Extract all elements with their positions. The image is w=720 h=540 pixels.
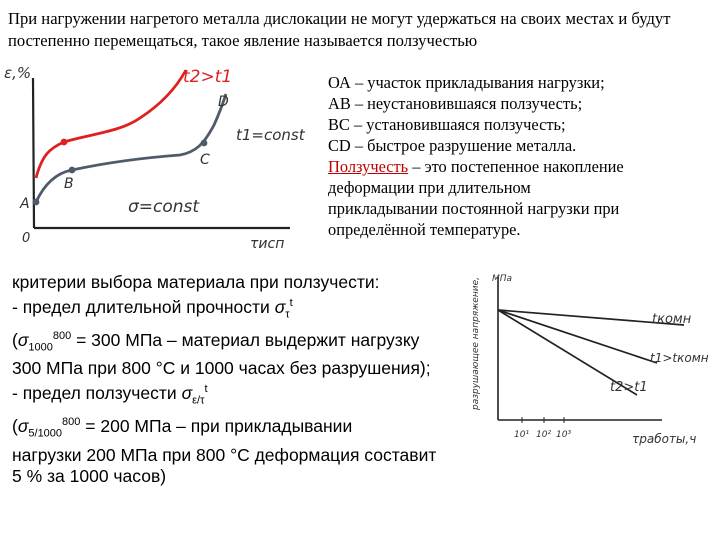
lower-curve-label: t1=const [236,126,305,144]
upper-curve-label: t2>t1 [183,67,233,87]
item1-example-sup: 800 [52,329,72,342]
creep-term: Ползучесть [328,157,409,176]
stress-label: σ=const [128,197,200,217]
definition-ab: АВ – неустановившаяся ползучесть; [328,94,583,113]
point-a-marker [33,199,40,206]
creep-definition-line4: определённой температуре. [328,220,521,239]
strength-y-label: разрушающее напряжение, [471,277,481,410]
strength-x-label: τработы,ч [632,432,697,446]
tick-label-103: 10³ [556,430,572,440]
tick-label-102: 10² [536,430,552,440]
criteria-item2-line3: 5 % за 1000 часов) [12,465,167,486]
item2-example-sub: 5/1000 [28,427,63,440]
item2-symbol: σ [181,383,193,404]
criteria-item2 [12,379,462,412]
label-t2: t2>t1 [610,380,648,395]
item1-sup: t [289,297,293,310]
item1-example-text: = 300 МПа – материал выдержит нагрузку [71,329,420,350]
item1-label: - предел длительной прочности [12,297,275,318]
item1-example-sub: 1000 [28,341,53,354]
point-b-label: B [64,176,74,192]
creep-curve-chart [0,60,325,270]
point-c-marker [201,140,208,147]
strength-chart [462,265,717,465]
item2-example-text: = 200 МПа – при прикладывании [80,415,353,436]
item1-symbol: σ [274,297,286,318]
strength-y-unit: МПа [492,274,513,284]
creep-definition-line3: прикладывании постоянной нагрузки при [328,199,620,218]
point-b-marker [69,167,76,174]
creep-definition-text: – это постепенное накопление [408,157,624,176]
slide-title: При нагружении нагретого металла дислокации не могут удержаться на своих местах и будут постепенно перемещаться, такое явление называется ползучестью [8,9,671,50]
definition-bc: ВС – установившаяся ползучесть; [328,115,566,134]
item2-label: - предел ползучести [12,383,182,404]
criteria-block [12,272,462,487]
criteria-item2-example: ($\sigma_{5/1000}^{800} = 200$ МПа – при прикладывании [12,415,353,440]
creep-y-axis [33,78,34,228]
creep-definition-line1 [328,156,718,177]
item2-example-symbol: σ [17,415,29,436]
label-room-temp: tкомн [652,312,692,327]
criteria-item2-line2: нагрузки 200 МПа при 800 °С деформация составит [12,444,437,465]
definition-cd: CD – быстрое разрушение металла. [328,136,577,155]
point-a-label: A [20,196,30,212]
creep-y-label: ε,% [4,64,32,82]
creep-definition-line2: деформации при длительном [328,178,531,197]
creep-origin-label: 0 [22,231,31,246]
item2-sub: ε/τ [192,394,205,407]
upper-curve-point [61,139,68,146]
item2-example-sup: 800 [62,416,81,428]
definition-oa: ОА – участок прикладывания нагрузки; [328,73,605,92]
criteria-item1 [12,293,462,326]
line-t1 [498,310,657,363]
point-d-label: D [218,94,229,110]
item2-sup: t [204,383,208,396]
criteria-item1-example: ($\sigma_{1000}^{800} = 300$ МПа – материал выдержит нагрузку [12,329,420,354]
label-t1: t1>tкомн [650,351,709,365]
tick-label-101: 10¹ [514,430,530,440]
criteria-heading: критерии выбора материала при ползучести: [12,272,380,292]
criteria-item1-line2: 300 МПа при 800 °С и 1000 часах без разрушения); [12,358,431,379]
creep-x-label: τисп [250,236,285,252]
definitions-block [328,72,718,240]
point-c-label: C [200,152,210,168]
item1-sub: τ [285,308,290,321]
item1-example-symbol: σ [17,329,29,350]
